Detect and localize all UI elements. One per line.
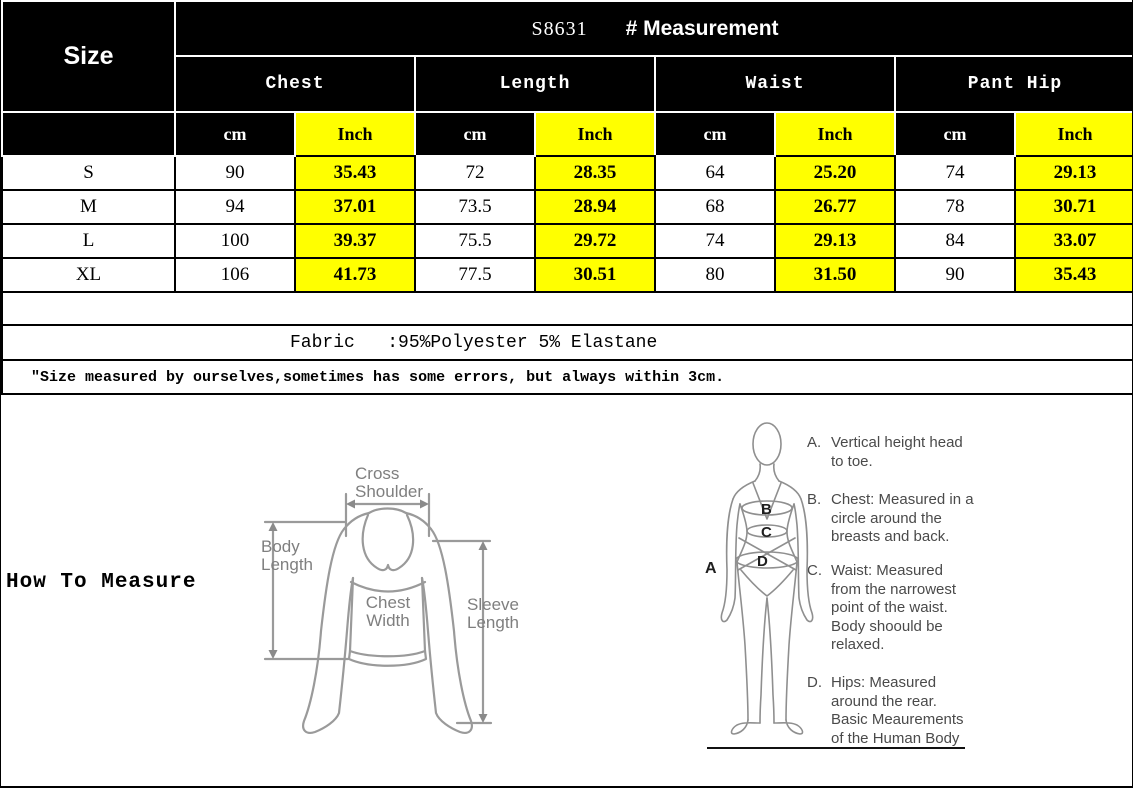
product-code: S8631	[531, 17, 588, 40]
arrowhead-icon	[479, 714, 488, 723]
length-inch-cell: 30.51	[535, 258, 655, 292]
chest-cm-cell: 106	[175, 258, 295, 292]
arrowhead-icon	[269, 522, 278, 531]
instruction-a: A. Vertical height head to toe.	[807, 434, 963, 470]
group-header-waist: Waist	[655, 56, 895, 112]
unit-header-cm: cm	[175, 112, 295, 156]
table-title: # Measurement	[625, 16, 779, 40]
chest-inch-cell: 35.43	[295, 156, 415, 190]
length-inch-cell: 29.72	[535, 224, 655, 258]
fabric-info: Fabric :95%Polyester 5% Elastane	[2, 325, 1133, 360]
length-cm-cell: 75.5	[415, 224, 535, 258]
arrowhead-icon	[479, 541, 488, 550]
chest-width-label: Width	[366, 611, 410, 630]
garment-measure-diagram	[241, 436, 581, 748]
size-row-l	[2, 224, 1133, 258]
body-label-c: C	[761, 524, 772, 541]
size-row-m	[2, 190, 1133, 224]
waist-inch-cell: 29.13	[775, 224, 895, 258]
unit-header-inch: Inch	[1015, 112, 1133, 156]
chest-inch-cell: 41.73	[295, 258, 415, 292]
instruction-d: D. Hips: Measured around the rear. Basic Meaurements of the Human Body	[807, 674, 964, 747]
cross-shoulder-label: Shoulder	[355, 482, 424, 501]
instruction-text: Hips: Measured around the rear. Basic Meaurements of the Human Body	[831, 674, 964, 747]
how-to-measure-section	[1, 395, 1133, 788]
measurement-note: ″Size measured by ourselves,sometimes has some errors, but always within 3cm.	[2, 360, 1133, 394]
hip-cm-cell: 90	[895, 258, 1015, 292]
chest-cm-cell: 94	[175, 190, 295, 224]
body-label-d: D	[757, 553, 768, 570]
chest-width-label: Chest	[365, 593, 411, 612]
length-cm-cell: 73.5	[415, 190, 535, 224]
body-label-a: A	[705, 560, 717, 577]
chest-cm-cell: 100	[175, 224, 295, 258]
body-length-label: Body	[261, 537, 300, 556]
size-label: L	[2, 224, 175, 258]
hip-cm-cell: 84	[895, 224, 1015, 258]
unit-header-cm: cm	[415, 112, 535, 156]
instruction-c: C. Waist: Measured from the narrowest point of the waist. Body shoould be relaxed.	[807, 562, 957, 653]
length-cm-cell: 77.5	[415, 258, 535, 292]
waist-cm-cell: 74	[655, 224, 775, 258]
waist-cm-cell: 64	[655, 156, 775, 190]
group-header-chest: Chest	[175, 56, 415, 112]
size-label: M	[2, 190, 175, 224]
waist-inch-cell: 31.50	[775, 258, 895, 292]
arrowhead-icon	[269, 650, 278, 659]
unit-header-cm: cm	[655, 112, 775, 156]
waist-inch-cell: 25.20	[775, 156, 895, 190]
how-to-measure-heading: How To Measure	[6, 571, 197, 594]
measurement-table	[1, 0, 1133, 395]
hip-inch-cell: 33.07	[1015, 224, 1133, 258]
spacer-row	[2, 292, 1133, 325]
table-title-cell	[175, 1, 1133, 56]
arrowhead-icon	[346, 500, 355, 509]
size-corner-label: Size	[2, 1, 175, 112]
sleeve-length-label: Length	[467, 613, 519, 632]
size-label: S	[2, 156, 175, 190]
size-label: XL	[2, 258, 175, 292]
body-label-b: B	[761, 501, 772, 518]
unit-header-inch: Inch	[775, 112, 895, 156]
chest-inch-cell: 39.37	[295, 224, 415, 258]
figure-underline	[707, 747, 965, 749]
hip-inch-cell: 29.13	[1015, 156, 1133, 190]
corner-spacer	[2, 112, 175, 156]
hip-cm-cell: 74	[895, 156, 1015, 190]
size-row-s	[2, 156, 1133, 190]
cross-shoulder-label: Cross	[355, 464, 400, 483]
hip-inch-cell: 35.43	[1015, 258, 1133, 292]
group-header-pant-hip: Pant Hip	[895, 56, 1133, 112]
length-cm-cell: 72	[415, 156, 535, 190]
chest-cm-cell: 90	[175, 156, 295, 190]
hip-cm-cell: 78	[895, 190, 1015, 224]
hip-inch-cell: 30.71	[1015, 190, 1133, 224]
length-inch-cell: 28.35	[535, 156, 655, 190]
sleeve-length-label: Sleeve	[467, 595, 519, 614]
waist-cm-cell: 68	[655, 190, 775, 224]
group-header-length: Length	[415, 56, 655, 112]
instruction-b: B. Chest: Measured in a circle around the breasts and back.	[807, 491, 974, 545]
instruction-text: Vertical height head to toe.	[831, 434, 963, 470]
waist-cm-cell: 80	[655, 258, 775, 292]
instruction-text: Chest: Measured in a circle around the breasts and back.	[831, 491, 974, 545]
waist-inch-cell: 26.77	[775, 190, 895, 224]
unit-header-cm: cm	[895, 112, 1015, 156]
size-row-xl	[2, 258, 1133, 292]
unit-header-inch: Inch	[535, 112, 655, 156]
unit-header-inch: Inch	[295, 112, 415, 156]
instruction-text: Waist: Measured from the narrowest point of the waist. Body shoould be relaxed.	[831, 562, 957, 653]
chest-inch-cell: 37.01	[295, 190, 415, 224]
length-inch-cell: 28.94	[535, 190, 655, 224]
body-length-label: Length	[261, 555, 313, 574]
